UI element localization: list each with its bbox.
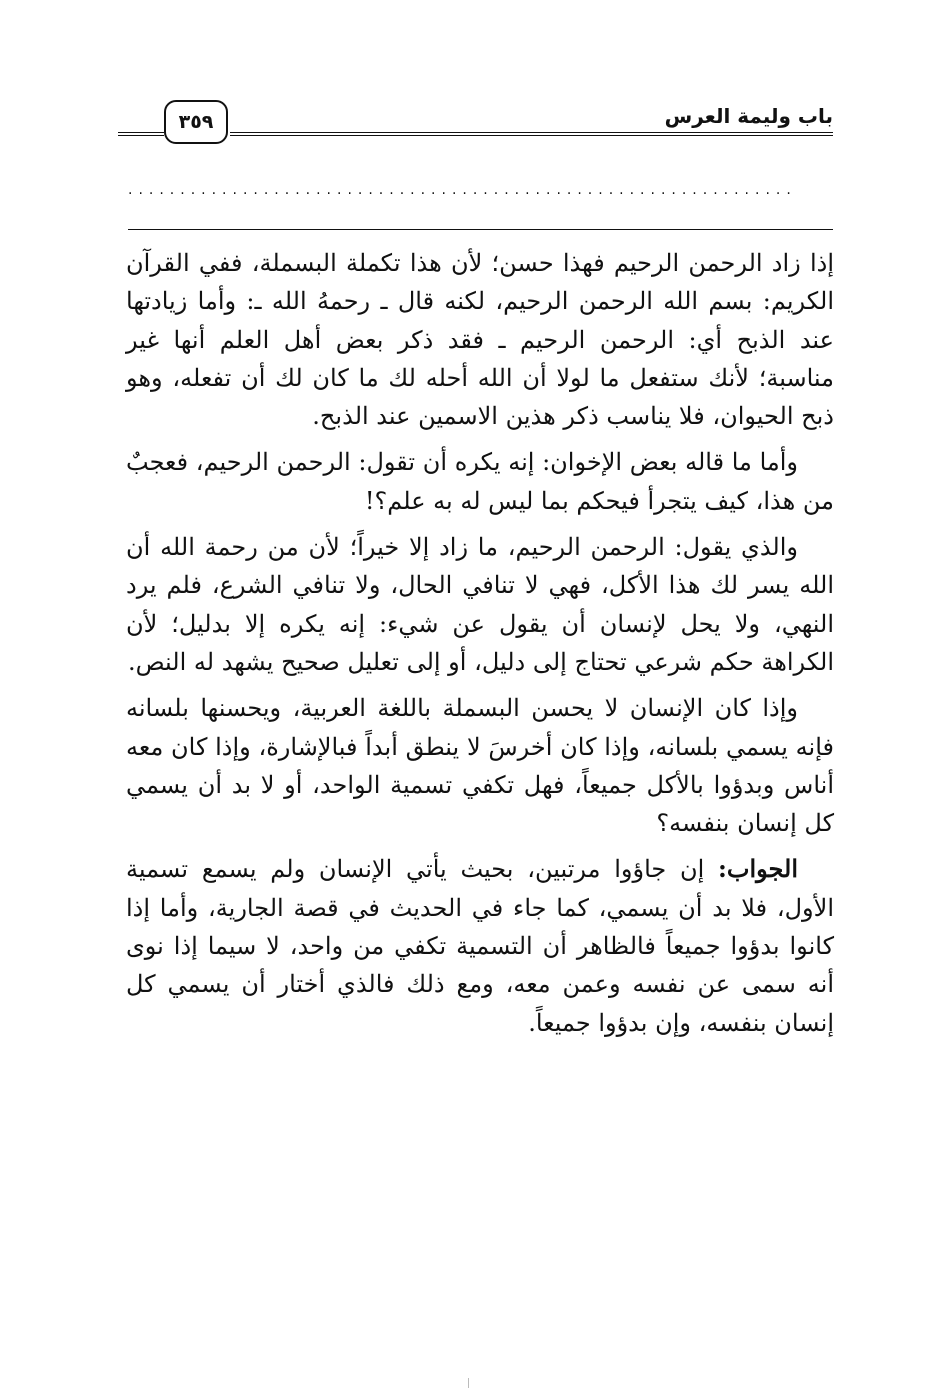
chapter-title: باب وليمة العرس: [664, 104, 833, 128]
scan-mark: [468, 1378, 470, 1388]
answer-label: الجواب:: [718, 854, 799, 884]
header-rule-right: [230, 132, 833, 136]
page-body: [126, 244, 834, 1050]
paragraph-1: إذا زاد الرحمن الرحيم فهذا حسن؛ لأن هذا تكملة البسملة، ففي القرآن الكريم: بسم الله الرحمن الرحيم، لكنه قال ـ رحمهُ الله ـ: وأما زيادتها عند الذبح أي: الرحمن الرحيم ـ فقد ذكر بعض أهل العلم أنها غير مناسبة؛ لأنك ستفعل ما لولا أن الله أحله لك ما كان لك أن تفعله، وهو ذبح الحيوان، فلا يناسب ذكر هذين الاسمين عند الذبح.: [126, 249, 834, 431]
header-rule-left: [118, 132, 164, 136]
text-divider: [128, 229, 833, 230]
dotted-separator: ................................................................: [128, 182, 797, 198]
paragraph-4: وإذا كان الإنسان لا يحسن البسملة باللغة العربية، ويحسنها بلسانه فإنه يسمي بلسانه، وإذا كان أخرسَ لا ينطق أبداً فبالإشارة، وإذا كان معه أناس وبدؤوا بالأكل جميعاً، فهل تكفي تسمية الواحد، أو لا بد أن يسمي كل إنسان بنفسه؟: [126, 694, 834, 838]
paragraph-2: وأما ما قاله بعض الإخوان: إنه يكره أن تقول: الرحمن الرحيم، فعجبٌ من هذا، كيف يتجرأ فيحكم بما ليس له به علم؟!: [126, 448, 834, 515]
page-number: ٣٥٩: [164, 100, 228, 144]
paragraph-3: والذي يقول: الرحمن الرحيم، ما زاد إلا خيراً؛ لأن من رحمة الله أن الله يسر لك هذا الأكل، فهي لا تنافي الحال، ولا تنافي الشرع، فلم يرد النهي، ولا يحل لإنسان أن يقول عن شيء: إنه يكره إلا بدليل؛ لأن الكراهة حكم شرعي تحتاج إلى دليل، أو إلى تعليل صحيح يشهد له النص.: [126, 533, 834, 676]
answer-paragraph: [126, 850, 834, 1041]
answer-text: إن جاؤوا مرتبين، بحيث يأتي الإنسان ولم يسمع تسمية الأول، فلا بد أن يسمي، كما جاء في الحديث في قصة الجارية، وأما إذا كانوا بدؤوا جميعاً فالظاهر أن التسمية تكفي من واحد، لا سيما إذا نوى أنه سمى عن نفسه وعمن معه، ومع ذلك فالذي أختار أن يسمي كل إنسان بنفسه، وإن بدؤوا جميعاً.: [126, 855, 834, 1037]
page-header: [118, 94, 833, 154]
